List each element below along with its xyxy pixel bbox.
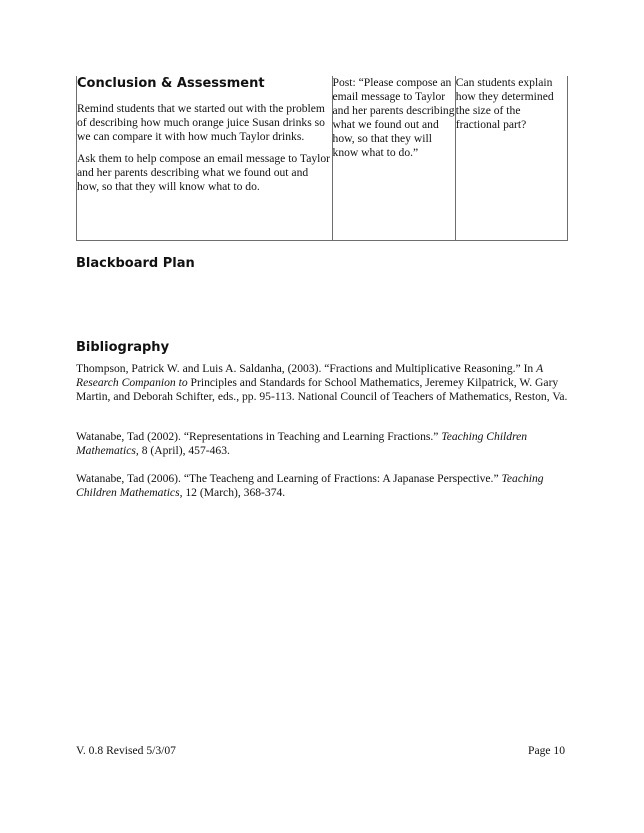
table-cell-teacher-support (332, 76, 455, 241)
paragraph: Ask them to help compose an email message to Taylor and her parents describing what we found out and how, so that they will know what to do. (77, 152, 331, 193)
table-row (77, 76, 568, 241)
lesson-table (76, 76, 568, 241)
entry-title: Teaching Children Mathematics, (76, 472, 544, 499)
section-heading-conclusion: Conclusion & Assessment (77, 76, 265, 91)
bibliography-entry (76, 362, 568, 404)
bibliography-entry (76, 472, 568, 500)
entry-title: Teaching Children Mathematics, (76, 430, 528, 457)
entry-text: Watanabe, Tad (2002). “Representations in Teaching and Learning Fractions.” (76, 430, 442, 443)
bibliography-heading: Bibliography (76, 340, 170, 355)
blackboard-plan-heading: Blackboard Plan (76, 256, 195, 271)
footer-version: V. 0.8 Revised 5/3/07 (76, 744, 176, 757)
paragraph: Remind students that we started out with the problem of describing how much orange juice Susan drinks so we can compare it with how much Taylor drinks. (77, 102, 325, 143)
entry-text: 12 (March), 368-374. (182, 486, 286, 499)
paragraph: Can students explain how they determined the size of the fractional part? (455, 76, 554, 131)
table-cell-assessment (455, 76, 567, 241)
footer-page-number: Page 10 (528, 744, 566, 757)
entry-text: 8 (April), 457-463. (138, 444, 230, 457)
table-cell-activity (77, 76, 333, 241)
entry-text: Watanabe, Tad (2006). “The Teacheng and Learning of Fractions: A Japanase Perspective.” (76, 472, 502, 485)
entry-text: Principles and Standards for School Mathematics, Jeremey Kilpatrick, W. Gary Martin, and Deborah Schifter, eds., pp. 95-113. National Council of Teachers of Mathematics, Reston, Va. (76, 376, 568, 403)
entry-text: Thompson, Patrick W. and Luis A. Saldanha, (2003). “Fractions and Multiplicative Reasoning.” In (76, 362, 537, 375)
bibliography-entry (76, 430, 568, 458)
entry-title: A Research Companion to (76, 362, 544, 389)
paragraph: Post: “Please compose an email message to Taylor and her parents describing what we found out and how, so that they will know what to do.” (332, 76, 455, 159)
